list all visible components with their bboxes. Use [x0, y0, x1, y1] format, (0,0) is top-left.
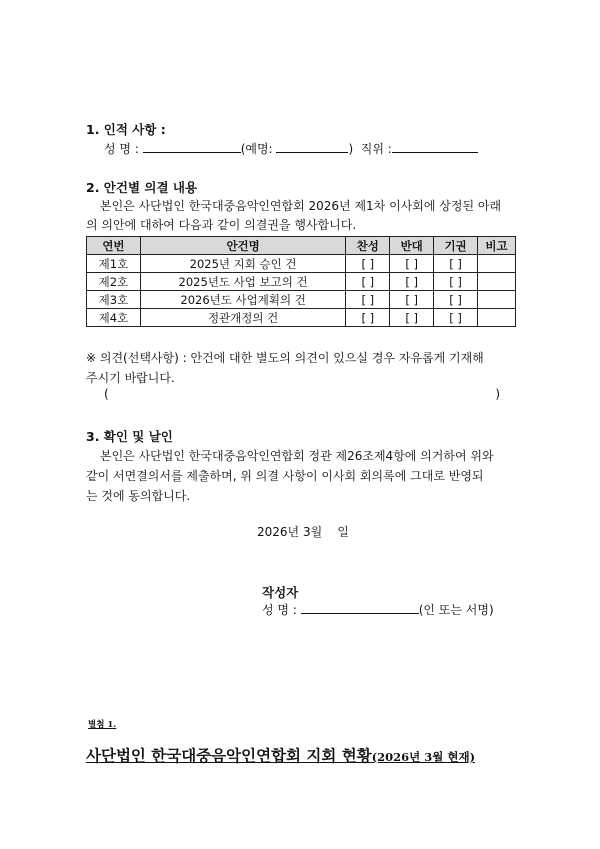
section3-line2: 같이 서면결의서를 제출하며, 위 의결 사항이 이사회 회의록에 그대로 반영되: [86, 469, 484, 483]
section1-heading: 1. 인적 사항 :: [86, 122, 166, 137]
section3-line1: 본인은 사단법인 한국대중음악인연합회 정관 제26조제4항에 의거하여 위와: [100, 449, 494, 463]
attachment-title-sub: (2026년 3월 현재): [371, 750, 476, 764]
attachment-label: 별첨 1.: [88, 720, 117, 730]
row-no: 제1호: [87, 255, 141, 273]
date: 2026년 3월 일: [257, 525, 350, 539]
stage-name-field[interactable]: [276, 140, 348, 153]
no-checkbox[interactable]: [ ]: [390, 309, 434, 327]
header-yes: 찬성: [346, 237, 390, 255]
example-close: ): [348, 142, 354, 156]
table-row: [87, 255, 516, 273]
header-item: 안건명: [140, 237, 345, 255]
paren-open: (: [104, 387, 109, 401]
author-name-label: 성 명 :: [262, 603, 297, 617]
section3-heading: 3. 확인 및 날인: [86, 429, 173, 444]
abstain-checkbox[interactable]: [ ]: [434, 309, 478, 327]
yes-checkbox[interactable]: [ ]: [346, 255, 390, 273]
yes-checkbox[interactable]: [ ]: [346, 291, 390, 309]
section3-line3: 는 것에 동의합니다.: [86, 489, 191, 503]
note-cell[interactable]: [478, 291, 516, 309]
section2-line1: 본인은 사단법인 한국대중음악인연합회 2026년 제1차 이사회에 상정된 아래: [100, 199, 502, 213]
table-row: [87, 291, 516, 309]
personal-info-line: [104, 140, 478, 157]
note-cell[interactable]: [478, 255, 516, 273]
no-checkbox[interactable]: [ ]: [390, 291, 434, 309]
author-label: 작성자: [262, 585, 299, 600]
sign-note: (인 또는 서명): [418, 603, 494, 617]
yes-checkbox[interactable]: [ ]: [346, 273, 390, 291]
no-checkbox[interactable]: [ ]: [390, 255, 434, 273]
vote-table: [86, 236, 516, 327]
table-header-row: [87, 237, 516, 255]
opinion-line2: 주시기 바랍니다.: [86, 371, 175, 385]
row-item: 2026년도 사업계획의 건: [140, 291, 345, 309]
note-cell[interactable]: [478, 273, 516, 291]
position-field[interactable]: [392, 140, 478, 153]
row-no: 제3호: [87, 291, 141, 309]
position-label: 직위 :: [360, 142, 392, 156]
attachment-title: [86, 744, 475, 766]
section2-heading: 2. 안건별 의결 내용: [86, 180, 198, 195]
attachment-title-main: 사단법인 한국대중음악인연합회 지회 현황: [86, 746, 372, 765]
opinion-line1: ※ 의견(선택사항) : 안건에 대한 별도의 의견이 있으실 경우 자유롭게 기재해: [86, 351, 484, 365]
row-item: 2025년 지회 승인 건: [140, 255, 345, 273]
section2-line2: 의 의안에 대하여 다음과 같이 의결권을 행사합니다.: [86, 218, 357, 232]
author-sign-line: [262, 601, 494, 618]
header-abstain: 기권: [434, 237, 478, 255]
header-no-vote: 반대: [390, 237, 434, 255]
abstain-checkbox[interactable]: [ ]: [434, 273, 478, 291]
row-item: 2025년도 사업 보고의 건: [140, 273, 345, 291]
name-label: 성 명 :: [104, 142, 139, 156]
example-label: (예명:: [240, 142, 273, 156]
name-field[interactable]: [143, 140, 241, 153]
header-note: 비고: [478, 237, 516, 255]
paren-close: ): [495, 387, 500, 401]
row-item: 정관개정의 건: [140, 309, 345, 327]
opinion-field[interactable]: [104, 387, 500, 405]
row-no: 제2호: [87, 273, 141, 291]
no-checkbox[interactable]: [ ]: [390, 273, 434, 291]
table-row: [87, 309, 516, 327]
abstain-checkbox[interactable]: [ ]: [434, 255, 478, 273]
row-no: 제4호: [87, 309, 141, 327]
table-row: [87, 273, 516, 291]
note-cell[interactable]: [478, 309, 516, 327]
abstain-checkbox[interactable]: [ ]: [434, 291, 478, 309]
header-no: 연번: [87, 237, 141, 255]
author-name-field[interactable]: [301, 601, 419, 614]
yes-checkbox[interactable]: [ ]: [346, 309, 390, 327]
